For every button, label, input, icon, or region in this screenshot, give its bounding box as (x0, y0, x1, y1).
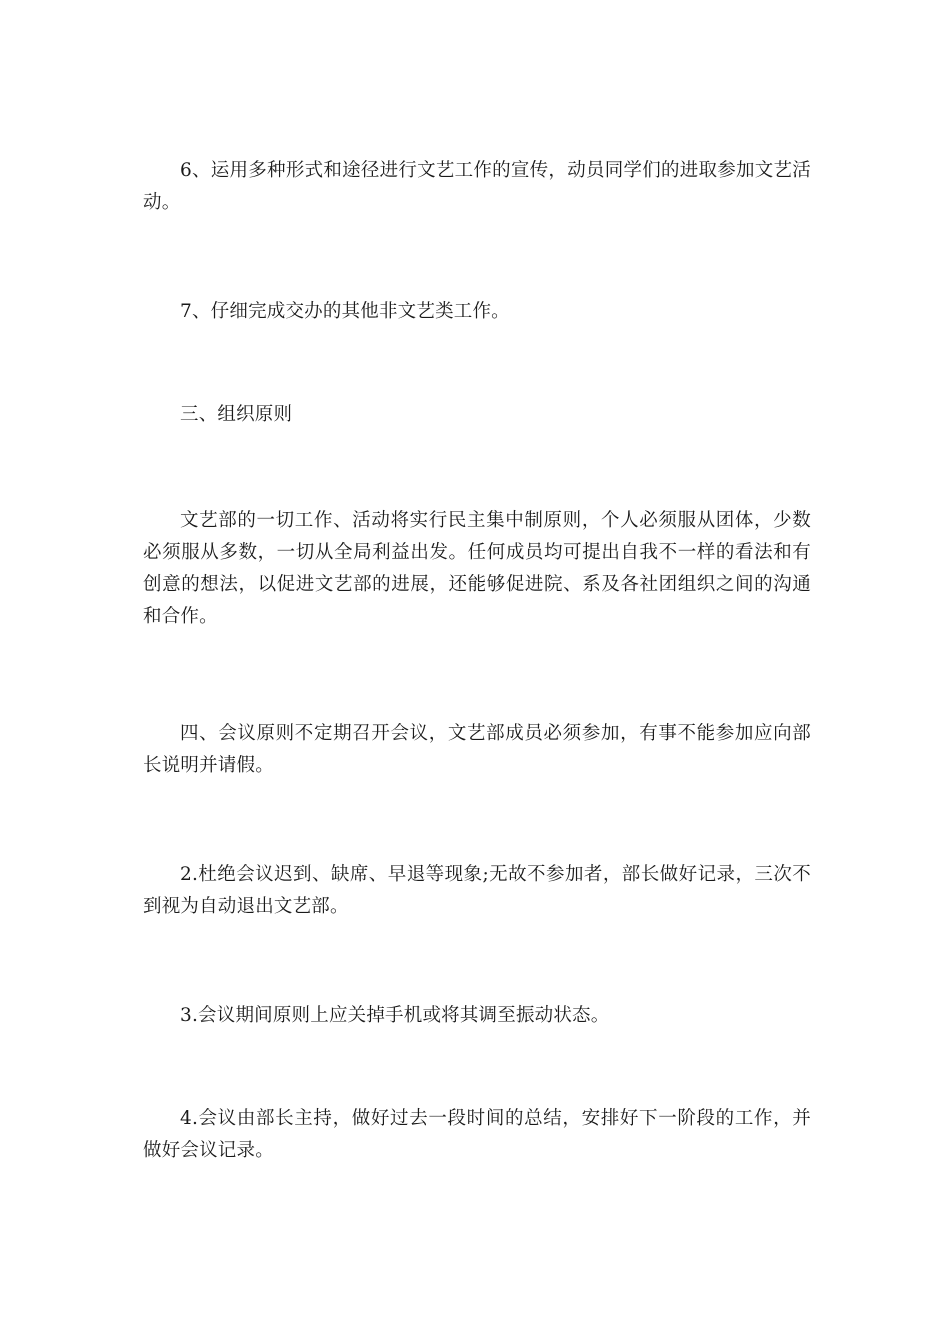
paragraph-item-4-chairing: 4.会议由部长主持，做好过去一段时间的总结，安排好下一阶段的工作，并做好会议记录。 (143, 1108, 811, 1161)
section-heading-organization-principles: 三、组织原则 (180, 404, 293, 425)
section-heading-meeting-principles: 四、会议原则不定期召开会议，文艺部成员必须参加，有事不能参加应向部长说明并请假。 (143, 723, 811, 776)
paragraph-item-7-other-work: 7、仔细完成交办的其他非文艺类工作。 (180, 301, 510, 322)
paragraph-organization-principles: 文艺部的一切工作、活动将实行民主集中制原则，个人必须服从团体，少数必须服从多数，一切从全局利益出发。任何成员均可提出自我不一样的看法和有创意的想法，以促进文艺部的进展，还能够促进院、系及各社团组织之间的沟通和合作。 (143, 510, 811, 627)
paragraph-item-6-publicity: 6、运用多种形式和途径进行文艺工作的宣传，动员同学们的进取参加文艺活动。 (143, 160, 811, 213)
paragraph-item-2-attendance: 2.杜绝会议迟到、缺席、早退等现象;无故不参加者，部长做好记录，三次不到视为自动退出文艺部。 (143, 864, 811, 917)
paragraph-item-3-phones: 3.会议期间原则上应关掉手机或将其调至振动状态。 (180, 1005, 610, 1026)
